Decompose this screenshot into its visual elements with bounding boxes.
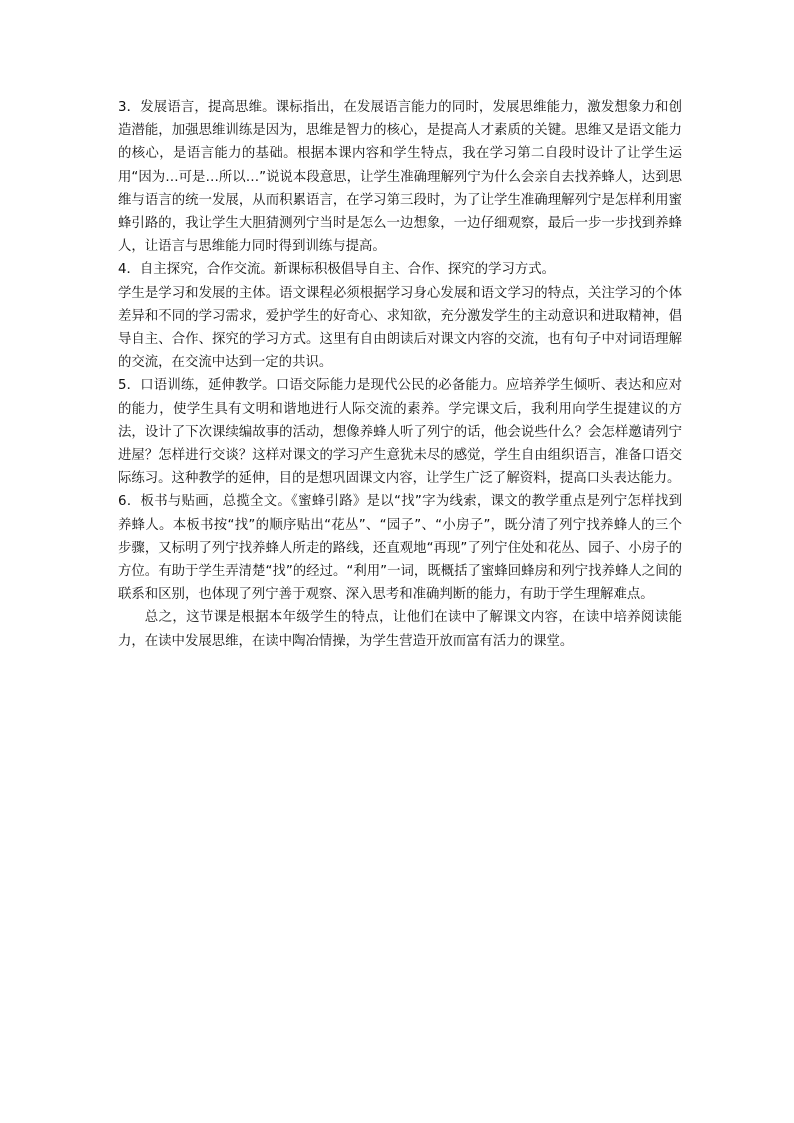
paragraph-board-writing: 6．板书与贴画，总揽全文。《蜜蜂引路》是以“找”字为线索，课文的教学重点是列宁怎样找到养蜂人。本板书按“找”的顺序贴出“花丛”、“园子”、“小房子”，既分清了列宁找养蜂人的三个步骤，又标明了列宁找养蜂人所走的路线，还直观地“再现”了列宁住处和花丛、园子、小房子的方位。有助于学生弄清楚“找”的经过。“利用”一词，既概括了蜜蜂回蜂房和列宁找养蜂人之间的联系和区别，也体现了列宁善于观察、深入思考和准确判断的能力，有助于学生理解难点。 <box>118 494 682 603</box>
paragraph-student-subject: 学生是学习和发展的主体。语文课程必须根据学习身心发展和语文学习的特点，关注学习的个体差异和不同的学习需求，爱护学生的好奇心、求知欲，充分激发学生的主动意识和进取精神，倡导自主、合作、探究的学习方式。这里有自由朗读后对课文内容的交流，也有句子中对词语理解的交流，在交流中达到一定的共识。 <box>118 285 682 371</box>
paragraph-oral-training: 5．口语训练，延伸教学。口语交际能力是现代公民的必备能力。应培养学生倾听、表达和应对的能力，使学生具有文明和谐地进行人际交流的素养。学完课文后，我利用向学生提建议的方法，设计了下次课续编故事的活动，想像养蜂人听了列宁的话，他会说些什么？会怎样邀请列宁进屋？怎样进行交谈？这样对课文的学习产生意犹未尽的感觉，学生自由组织语言，准备口语交际练习。这种教学的延伸，目的是想巩固课文内容，让学生广泛了解资料，提高口头表达能力。 <box>118 378 682 487</box>
paragraph-summary: 总之，这节课是根据本年级学生的特点，让他们在读中了解课文内容，在读中培养阅读能力，在读中发展思维，在读中陶冶情操，为学生营造开放而富有活力的课堂。 <box>118 610 682 649</box>
paragraph-autonomous-inquiry-heading: 4．自主探究，合作交流。新课标积极倡导自主、合作、探究的学习方式。 <box>118 262 556 278</box>
paragraph-develop-language: 3．发展语言，提高思维。课标指出，在发展语言能力的同时，发展思维能力，激发想象力和创造潜能，加强思维训练是因为，思维是智力的核心，是提高人才素质的关键。思维又是语文能力的核心，是语言能力的基础。根据本课内容和学生特点，我在学习第二自段时设计了让学生运用“因为…可是…所以…”说说本段意思，让学生准确理解列宁为什么会亲自去找养蜂人，达到思维与语言的统一发展，从而积累语言，在学习第三段时，为了让学生准确理解列宁是怎样利用蜜蜂引路的，我让学生大胆猜测列宁当时是怎么一边想象，一边仔细观察，最后一步一步找到养蜂人，让语言与思维能力同时得到训练与提高。 <box>118 100 682 255</box>
document-body <box>118 96 682 653</box>
